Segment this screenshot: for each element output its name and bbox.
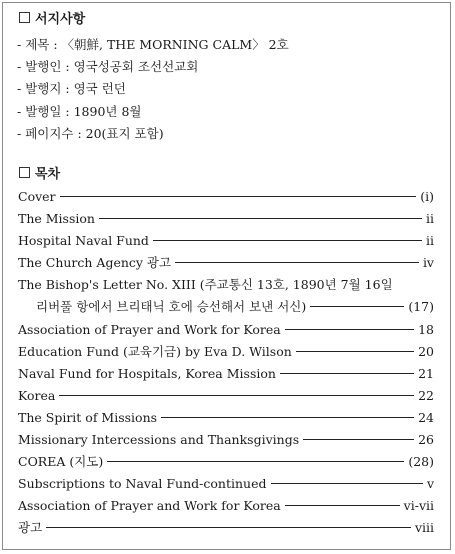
toc-title: COREA (지도) (18, 454, 104, 470)
toc-leader (310, 306, 404, 307)
toc-leader (303, 439, 414, 440)
bibliography-heading (19, 11, 85, 29)
bibliography-line-date: - 발행일 : 1890년 8월 (17, 103, 142, 119)
toc-page: vi-vii (403, 498, 434, 514)
toc-title: 리버풀 항에서 브리태닉 호에 승선해서 보낸 서신) (36, 299, 307, 315)
toc-leader (271, 483, 423, 484)
toc-row (18, 517, 434, 539)
toc-row (18, 495, 434, 517)
toc-page: 20 (418, 343, 434, 359)
toc-row (18, 451, 434, 473)
toc-title: Association of Prayer and Work for Korea (18, 321, 281, 337)
toc-page: 18 (418, 321, 434, 337)
toc-page: viii (414, 520, 434, 536)
toc-row (18, 252, 434, 274)
toc-leader (99, 218, 422, 219)
toc-page: (i) (420, 189, 434, 204)
toc-leader (59, 395, 414, 396)
toc-title: Association of Prayer and Work for Korea (18, 498, 281, 514)
toc-leader (285, 329, 414, 330)
toc-heading-text: 목차 (35, 167, 61, 182)
bibliography-heading-text: 서지사항 (35, 12, 86, 27)
toc-row (18, 407, 434, 429)
bibliography-line-publisher: - 발행인 : 영국성공회 조선선교회 (17, 59, 199, 75)
toc-leader (175, 262, 419, 263)
toc-title: Cover (18, 189, 56, 204)
toc-leader (46, 527, 411, 528)
toc-title: Education Fund (교육기금) by Eva D. Wilson (18, 343, 292, 359)
toc-leader (153, 240, 422, 241)
toc-page: (28) (408, 454, 434, 470)
toc-leader (280, 373, 414, 374)
bibliography-line-title: - 제목 : 〈朝鮮, THE MORNING CALM〉 2호 (17, 37, 289, 52)
toc-row (18, 385, 434, 407)
toc-page: 21 (418, 365, 434, 381)
toc-row (18, 230, 434, 252)
toc-page: iv (422, 255, 434, 271)
toc-leader (285, 505, 400, 506)
toc-title: Korea (18, 387, 56, 403)
toc-row (18, 274, 434, 296)
toc-row (18, 341, 434, 363)
toc-row (18, 186, 434, 208)
toc-page: 24 (418, 409, 434, 425)
toc-page: v (426, 476, 434, 492)
bibliography-line-pages: - 페이지수 : 20(표지 포함) (17, 125, 164, 141)
toc-page: 26 (418, 432, 434, 448)
toc-heading (19, 166, 60, 184)
toc-page: ii (426, 233, 434, 249)
document-frame (2, 2, 451, 550)
checkbox-square-icon (19, 12, 30, 23)
toc-row (18, 319, 434, 341)
toc-title: Subscriptions to Naval Fund-continued (18, 476, 267, 492)
toc-leader (296, 351, 414, 352)
toc-page: ii (426, 211, 434, 227)
toc-row (18, 429, 434, 451)
toc-row (18, 473, 434, 495)
checkbox-square-icon (19, 167, 30, 178)
toc-title: 광고 (18, 520, 43, 536)
toc-title: The Mission (18, 211, 95, 227)
toc-title: Naval Fund for Hospitals, Korea Mission (18, 365, 276, 381)
toc-row (18, 208, 434, 230)
toc-title: The Bishop's Letter No. XIII (주교통신 13호, 1890년 7월 16일 (18, 277, 393, 293)
toc-page: (17) (408, 299, 434, 315)
toc-list (18, 186, 434, 540)
toc-title: The Church Agency 광고 (18, 255, 172, 271)
toc-row-continuation (18, 296, 434, 318)
toc-row (18, 363, 434, 385)
bibliography-line-place: - 발행지 : 영국 런던 (17, 81, 126, 97)
bibliography-list (17, 34, 437, 145)
toc-title: Hospital Naval Fund (18, 233, 149, 249)
toc-leader (107, 461, 404, 462)
toc-leader (161, 417, 414, 418)
toc-title: The Spirit of Missions (18, 409, 158, 425)
toc-title: Missionary Intercessions and Thanksgivings (18, 432, 300, 448)
toc-page: 22 (418, 387, 434, 403)
toc-leader (60, 196, 417, 197)
